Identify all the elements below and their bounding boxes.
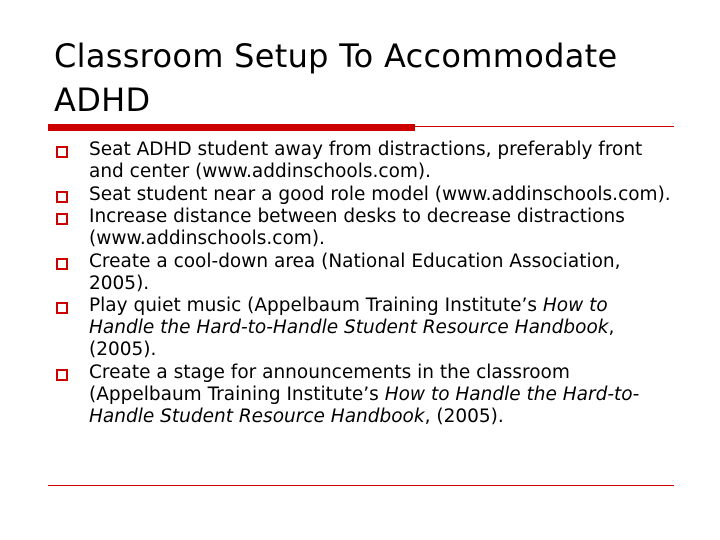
hollow-square-bullet-icon — [56, 191, 68, 203]
bullet-text: Create a stage for announcements in the classroom (Appelbaum Training Institute’s How to Handle the Hard-to-Handle Student Resource Handbook, (2005). — [89, 361, 640, 427]
hollow-square-bullet-icon — [56, 146, 68, 158]
hollow-square-bullet-icon — [56, 213, 68, 225]
bullet-item — [54, 295, 674, 361]
slide-title: Classroom Setup To Accommodate ADHD — [54, 37, 618, 119]
bullet-text: Create a cool-down area (National Education Association, 2005). — [89, 250, 621, 294]
bullet-item — [54, 184, 674, 206]
title-accent-bar — [48, 124, 415, 131]
footer-divider — [48, 485, 674, 486]
bullet-list — [54, 139, 674, 428]
bullet-item — [54, 362, 674, 428]
bullet-text: Seat ADHD student away from distractions, preferably front and center (www.addinschools.com). — [89, 139, 643, 182]
hollow-square-bullet-icon — [56, 369, 68, 381]
bullet-text: Increase distance between desks to decrease distractions (www.addinschools.com). — [89, 206, 625, 249]
hollow-square-bullet-icon — [56, 302, 68, 314]
bullet-item — [54, 139, 674, 183]
hollow-square-bullet-icon — [56, 258, 68, 270]
bullet-text: Seat student near a good role model (www.addinschools.com). — [89, 183, 671, 205]
bullet-item — [54, 251, 674, 295]
bullet-item — [54, 206, 674, 250]
bullet-text: Play quiet music (Appelbaum Training Institute’s How to Handle the Hard-to-Handle Student Resource Handbook, (2005). — [89, 295, 615, 360]
